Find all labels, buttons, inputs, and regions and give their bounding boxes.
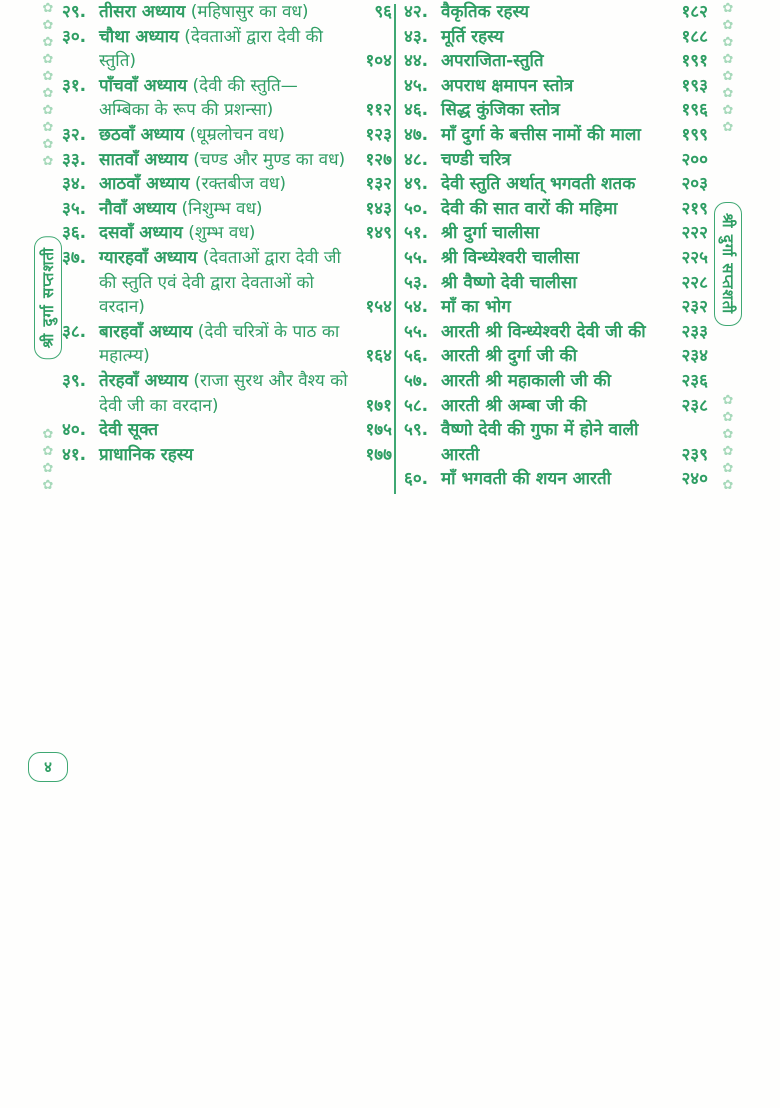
entry-page-number: १९३: [681, 75, 708, 96]
entry-number: ३७.: [62, 247, 87, 268]
entry-page-number: १३२: [365, 174, 392, 195]
entry-page-number: १९१: [681, 51, 708, 72]
entry-title: श्री वैष्णो देवी चालीसा: [441, 272, 577, 293]
entry-page-number: १६४: [365, 346, 392, 367]
entry-number: ३५.: [62, 198, 87, 219]
entry-title: अपराध क्षमापन स्तोत्र: [441, 75, 574, 96]
toc-left-column: [62, 0, 392, 467]
toc-entry: [62, 320, 392, 369]
entry-title: माँ दुर्गा के बत्तीस नामों की माला: [441, 124, 641, 145]
entry-number: ४४.: [404, 51, 429, 72]
entry-description: (निशुम्भ वध): [176, 198, 263, 219]
entry-description: (देवताओं द्वारा देवी की स्तुति): [99, 26, 323, 72]
column-divider: [394, 4, 396, 494]
entry-page-number: १७७: [365, 444, 392, 465]
toc-entry: [404, 0, 708, 25]
entry-description: (रक्तबीज वध): [189, 174, 286, 195]
entry-page-number: २३२: [681, 297, 708, 318]
entry-page-number: २२२: [681, 223, 708, 244]
toc-entry: [404, 246, 708, 271]
entry-title: दसवाँ अध्याय (शुम्भ वध): [99, 223, 256, 244]
entry-page-number: २१९: [681, 198, 708, 219]
entry-number: ४७.: [404, 124, 429, 145]
entry-page-number: १२७: [365, 149, 392, 170]
toc-entry: [404, 344, 708, 369]
entry-number: ४१.: [62, 444, 87, 465]
toc-entry: [404, 394, 708, 419]
entry-page-number: ९६: [374, 2, 392, 22]
toc-entry: [62, 74, 392, 123]
toc-entry: [404, 123, 708, 148]
entry-page-number: १२३: [365, 124, 392, 145]
entry-number: ३८.: [62, 321, 87, 342]
toc-entry: [62, 25, 392, 74]
floral-ornament-chain-icon: ✿ ✿ ✿ ✿ ✿ ✿ ✿ ✿: [722, 1, 734, 135]
entry-title: माँ का भोग: [441, 297, 511, 318]
toc-entry: [404, 49, 708, 74]
entry-number: ५९.: [404, 420, 429, 441]
entry-number: ४२.: [404, 2, 429, 22]
entry-number: ५०.: [404, 198, 429, 219]
entry-page-number: २२५: [681, 247, 708, 268]
entry-number: ५१.: [404, 223, 429, 244]
toc-entry: [404, 98, 708, 123]
toc-entry: [62, 369, 392, 418]
entry-page-number: १८८: [681, 26, 708, 47]
entry-description: (महिषासुर का वध): [185, 2, 309, 22]
toc-entry: [62, 197, 392, 222]
entry-description: (राजा सुरथ और वैश्य को देवी जी का वरदान): [99, 370, 348, 416]
entry-number: ५४.: [404, 297, 429, 318]
entry-number: ३०.: [62, 26, 87, 47]
entry-number: ३३.: [62, 149, 87, 170]
toc-entry: [404, 418, 708, 467]
entry-number: ४८.: [404, 149, 429, 170]
entry-title: छठवाँ अध्याय (धूम्रलोचन वध): [99, 124, 285, 145]
toc-entry: [62, 221, 392, 246]
toc-right-column: [404, 0, 708, 492]
toc-entry: [404, 369, 708, 394]
entry-page-number: १४३: [365, 198, 392, 219]
entry-page-number: ११२: [365, 100, 392, 121]
floral-ornament-chain-icon: ✿ ✿ ✿ ✿: [42, 426, 54, 493]
entry-number: ३६.: [62, 223, 87, 244]
toc-entry: [62, 148, 392, 173]
entry-number: ४३.: [404, 26, 429, 47]
entry-page-number: २००: [681, 149, 708, 170]
entry-page-number: २०३: [681, 174, 708, 195]
toc-entry: [404, 320, 708, 345]
entry-page-number: २३६: [681, 370, 708, 391]
entry-title: आरती श्री महाकाली जी की: [441, 370, 611, 391]
entry-title: बारहवाँ अध्याय (देवी चरित्रों के पाठ का महात्म्य): [99, 321, 340, 367]
entry-title: देवी स्तुति अर्थात् भगवती शतक: [441, 174, 636, 195]
entry-title: वैष्णो देवी की गुफा में होने वाली आरती: [441, 420, 639, 465]
entry-number: ५५.: [404, 321, 429, 342]
entry-page-number: १९९: [681, 124, 708, 145]
entry-title: सातवाँ अध्याय (चण्ड और मुण्ड का वध): [99, 149, 346, 170]
entry-page-number: १७५: [365, 420, 392, 441]
entry-title: आरती श्री दुर्गा जी की: [441, 346, 578, 367]
entry-title: आरती श्री विन्ध्येश्वरी देवी जी की: [441, 321, 646, 342]
floral-ornament-chain-icon: ✿ ✿ ✿ ✿ ✿ ✿ ✿ ✿ ✿ ✿: [42, 1, 54, 169]
right-rail: [710, 0, 746, 494]
toc-entry: [62, 418, 392, 443]
toc-entry: [62, 172, 392, 197]
entry-title: सिद्ध कुंजिका स्तोत्र: [441, 100, 560, 121]
entry-description: (देवताओं द्वारा देवी जी की स्तुति एवं देवी द्वारा देवताओं को वरदान): [99, 247, 341, 318]
entry-page-number: २३९: [681, 444, 708, 465]
entry-page-number: २२८: [681, 272, 708, 293]
entry-number: ४९.: [404, 174, 429, 195]
entry-number: ३२.: [62, 124, 87, 145]
entry-number: ४०.: [62, 420, 87, 441]
entry-number: ४६.: [404, 100, 429, 121]
toc-entry: [62, 123, 392, 148]
entry-number: ५५.: [404, 247, 429, 268]
side-title-badge: श्री दुर्गा सप्तशती: [714, 202, 742, 325]
entry-title: ग्यारहवाँ अध्याय (देवताओं द्वारा देवी जी की स्तुति एवं देवी द्वारा देवताओं को वरदान): [99, 247, 341, 318]
entry-title: वैकृतिक रहस्य: [441, 2, 530, 22]
toc-entry: [404, 295, 708, 320]
entry-page-number: १५४: [365, 297, 392, 318]
entry-page-number: १०४: [365, 51, 392, 72]
entry-number: ३४.: [62, 174, 87, 195]
entry-title: तीसरा अध्याय (महिषासुर का वध): [99, 2, 309, 22]
entry-title: माँ भगवती की शयन आरती: [441, 469, 612, 490]
toc-entry: [62, 246, 392, 320]
side-title-badge: श्री दुर्गा सप्तशती: [34, 236, 62, 359]
entry-page-number: २४०: [681, 469, 708, 490]
entry-page-number: २३३: [681, 321, 708, 342]
toc-entry: [404, 172, 708, 197]
entry-description: (देवी की स्तुति— अम्बिका के रूप की प्रशन्सा): [99, 75, 298, 121]
entry-description: (धूम्रलोचन वध): [184, 124, 285, 145]
entry-page-number: २३८: [681, 395, 708, 416]
entry-number: २९.: [62, 2, 87, 22]
entry-title: देवी की सात वारों की महिमा: [441, 198, 618, 219]
entry-title: चौथा अध्याय (देवताओं द्वारा देवी की स्तुति): [99, 26, 323, 72]
entry-page-number: १९६: [681, 100, 708, 121]
entry-number: ५८.: [404, 395, 429, 416]
left-rail: [30, 0, 66, 494]
entry-title: तेरहवाँ अध्याय (राजा सुरथ और वैश्य को देवी जी का वरदान): [99, 370, 348, 416]
entry-number: ३९.: [62, 370, 87, 391]
entry-page-number: १४९: [365, 223, 392, 244]
entry-number: ५३.: [404, 272, 429, 293]
entry-title: श्री विन्ध्येश्वरी चालीसा: [441, 247, 580, 268]
entry-page-number: १७१: [365, 395, 392, 416]
toc-entry: [404, 271, 708, 296]
entry-description: (चण्ड और मुण्ड का वध): [187, 149, 346, 170]
toc-entry: [62, 0, 392, 25]
entry-title: प्राधानिक रहस्य: [99, 444, 194, 465]
floral-ornament-chain-icon: ✿ ✿ ✿ ✿ ✿ ✿: [722, 392, 734, 493]
entry-title: चण्डी चरित्र: [441, 149, 511, 170]
entry-title: अपराजिता-स्तुति: [441, 51, 544, 72]
entry-title: आरती श्री अम्बा जी की: [441, 395, 587, 416]
entry-title: नौवाँ अध्याय (निशुम्भ वध): [99, 198, 263, 219]
page-number-badge: ४: [28, 752, 68, 782]
toc-entry: [404, 25, 708, 50]
entry-title: श्री दुर्गा चालीसा: [441, 223, 540, 244]
entry-number: ६०.: [404, 469, 429, 490]
entry-title: देवी सूक्त: [99, 420, 159, 441]
toc-entry: [404, 148, 708, 173]
toc-entry: [404, 74, 708, 99]
toc-entry: [62, 443, 392, 468]
entry-number: ३१.: [62, 75, 87, 96]
entry-title: आठवाँ अध्याय (रक्तबीज वध): [99, 174, 286, 195]
entry-title: मूर्ति रहस्य: [441, 26, 504, 47]
entry-title: पाँचवाँ अध्याय (देवी की स्तुति— अम्बिका के रूप की प्रशन्सा): [99, 75, 298, 121]
entry-page-number: २३४: [681, 346, 708, 367]
toc-entry: [404, 221, 708, 246]
entry-page-number: १८२: [681, 2, 708, 22]
toc-entry: [404, 467, 708, 492]
entry-number: ५७.: [404, 370, 429, 391]
entry-description: (देवी चरित्रों के पाठ का महात्म्य): [99, 321, 340, 367]
entry-number: ५६.: [404, 346, 429, 367]
entry-description: (शुम्भ वध): [182, 223, 256, 244]
entry-number: ४५.: [404, 75, 429, 96]
toc-entry: [404, 197, 708, 222]
